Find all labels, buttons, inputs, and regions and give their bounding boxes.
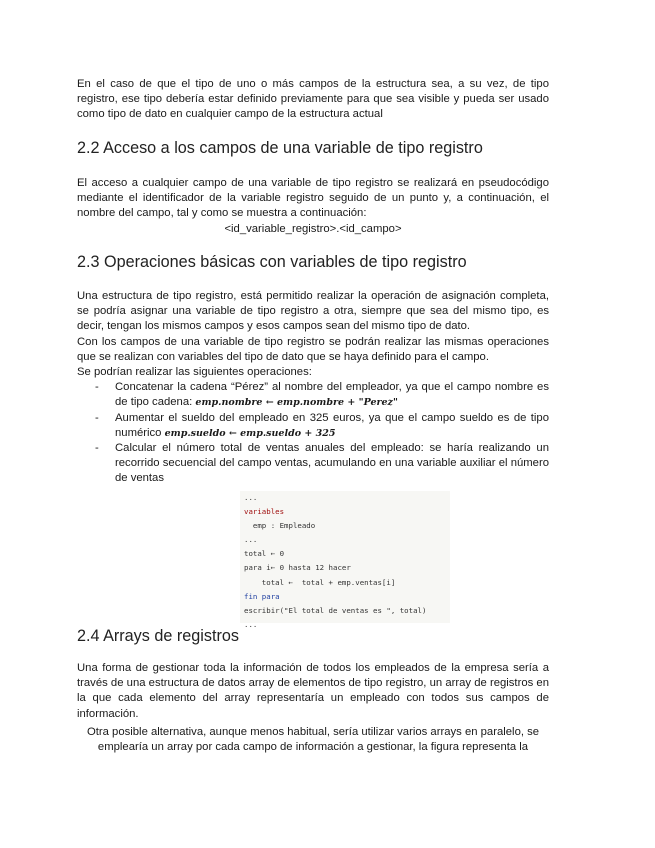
op3-text: Calcular el número total de ventas anuales del empleado: se haría realizando un recorrido secuencial del campo ventas, acumulando en una variable auxiliar el número de ventas	[115, 442, 549, 485]
list-item	[77, 441, 549, 487]
section-2-3-paragraph-2: Con los campos de una variable de tipo registro se podrán realizar las mismas operaciones que se realizan con variables del tipo de dato que se haya definido para el campo.	[77, 335, 549, 363]
code-line: fin para	[244, 591, 280, 601]
field-access-syntax: <id_variable_registro>.<id_campo>	[224, 222, 402, 235]
operations-list	[77, 380, 549, 486]
list-dash: -	[95, 381, 99, 394]
code-line: ...	[244, 535, 258, 545]
section-2-3-heading: 2.3 Operaciones básicas con variables de tipo registro	[77, 253, 467, 271]
code-line: ...	[244, 619, 258, 629]
list-item	[77, 380, 549, 410]
section-2-2-body	[77, 176, 549, 237]
section-2-4-heading: 2.4 Arrays de registros	[77, 627, 239, 645]
section-2-3-paragraph-1: Una estructura de tipo registro, está permitido realizar la operación de asignación completa, se podría asignar una variable de tipo registro a otra, siempre que sea del mismo tipo, es decir, tengan los mismos campos y esos campos sean del mismo tipo de dato.	[77, 290, 549, 333]
code-line: total ← total + emp.ventas[i]	[244, 577, 396, 587]
op1-formula: emp.nombre ← emp.nombre + "Perez"	[195, 397, 398, 409]
section-2-4-paragraph-2: Otra posible alternativa, aunque menos habitual, sería utilizar varios arrays en paralelo, se emplearía un array por cada campo de información a gestionar, la figura representa la	[86, 726, 540, 754]
section-2-2-heading: 2.2 Acceso a los campos de una variable de tipo registro	[77, 139, 483, 157]
intro-paragraph: En el caso de que el tipo de uno o más campos de la estructura sea, a su vez, de tipo registro, ese tipo debería estar definido previamente para que sea visible y pueda ser usado como tipo de dato en cualquier campo de la estructura actual	[77, 78, 549, 121]
op2-text: Aumentar el sueldo del empleado en 325 euros, ya que el campo sueldo es de tipo numérico	[115, 411, 549, 439]
section-2-3-paragraph-3: Se podrían realizar las siguientes operaciones:	[77, 366, 312, 379]
section-2-3-body	[77, 289, 549, 487]
op2-formula: emp.sueldo ← emp.sueldo + 325	[164, 427, 336, 439]
list-item	[77, 411, 549, 441]
code-line: emp : Empleado	[244, 521, 316, 531]
code-line: variables	[244, 507, 285, 517]
list-dash: -	[95, 411, 99, 424]
pseudocode-image	[240, 491, 450, 629]
section-2-2-paragraph: El acceso a cualquier campo de una variable de tipo registro se realizará en pseudocódigo mediante el identificador de la variable registro seguido de un punto y, a continuación, el nombre del campo, tal y como se muestra a continuación:	[77, 177, 549, 220]
section-2-4-paragraph-1: Una forma de gestionar toda la información de todos los empleados de la empresa sería a través de una estructura de datos array de elementos de tipo registro, un array de registros en la que cada elemento del array representaría un empleado con todos sus campos de información.	[77, 662, 549, 720]
code-line: total ← 0	[244, 549, 285, 559]
code-line: escribir("El total de ventas es ", total)	[244, 605, 427, 615]
op1-text: Concatenar la cadena “Pérez” al nombre del empleador, ya que el campo nombre es de tipo cadena:	[115, 381, 549, 409]
code-line: para i← 0 hasta 12 hacer	[244, 563, 351, 573]
list-dash: -	[95, 442, 99, 455]
code-line: ...	[244, 493, 258, 502]
